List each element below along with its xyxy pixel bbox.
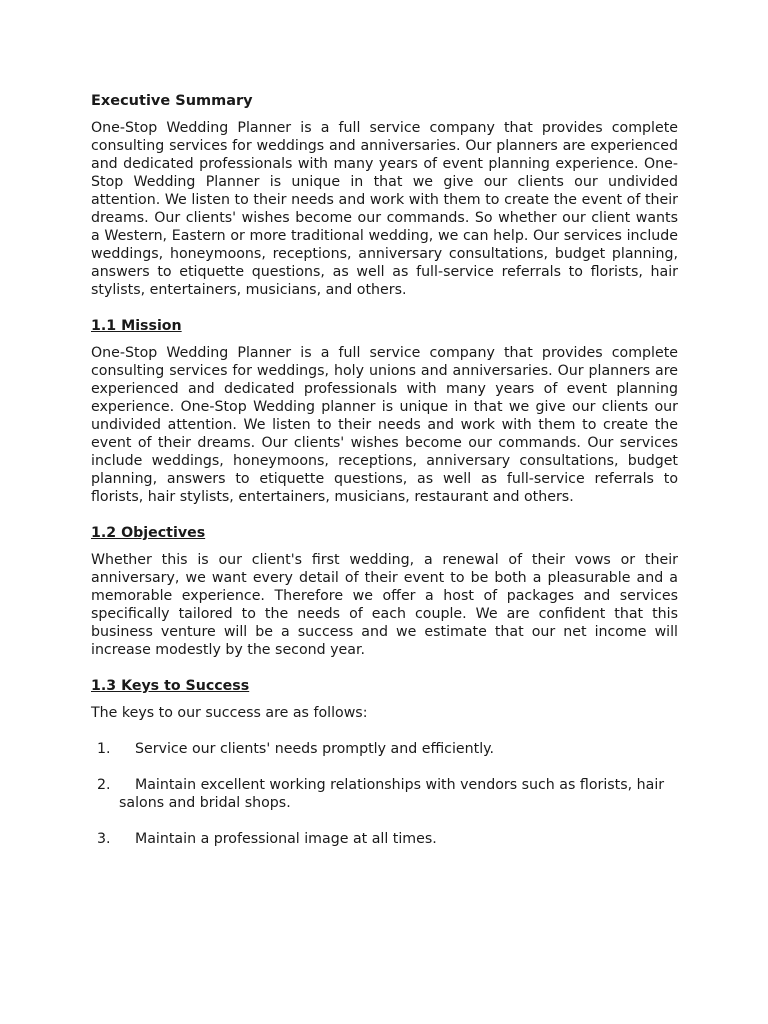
list-item	[91, 740, 678, 758]
list-item-number: 1.	[97, 741, 111, 757]
mission-heading: 1.1 Mission	[91, 318, 182, 334]
list-item-text: Maintain excellent working relationships with vendors such as florists, hair salons and bridal shops.	[119, 777, 665, 811]
list-item	[91, 830, 678, 848]
objectives-text: Whether this is our client's first wedding, a renewal of their vows or their anniversary, we want every detail of their event to be both a pleasurable and a memorable experience. Therefore we offer a host of packages and services specifically tailored to the needs of each couple. We are confident that this business venture will be a success and we estimate that our net income will increase modestly by the second year.	[91, 552, 678, 658]
list-item-text: Maintain a professional image at all times.	[135, 831, 437, 847]
objectives-heading: 1.2 Objectives	[91, 525, 206, 541]
mission-text: One-Stop Wedding Planner is a full service company that provides complete consulting services for weddings, holy unions and anniversaries. Our planners are experienced and dedicated professionals with many years of event planning experience. One-Stop Wedding planner is unique in that we give our clients our undivided attention. We listen to their needs and work with them to create the event of their dreams. Our clients' wishes become our commands. Our services include weddings, honeymoons, receptions, anniversary consultations, budget planning, answers to etiquette questions, as well as full-service referrals to florists, hair stylists, entertainers, musicians, restaurant and others.	[91, 345, 678, 505]
list-item-number: 2.	[97, 777, 111, 793]
keys-heading: 1.3 Keys to Success	[91, 678, 250, 694]
keys-intro: The keys to our success are as follows:	[91, 705, 368, 721]
document-title: Executive Summary	[91, 93, 253, 109]
list-item-number: 3.	[97, 831, 111, 847]
list-item-text: Service our clients' needs promptly and efficiently.	[135, 741, 495, 757]
list-item	[91, 776, 678, 812]
executive-summary-text: One-Stop Wedding Planner is a full service company that provides complete consulting services for weddings and anniversaries. Our planners are experienced and dedicated professionals with many years of event planning experience. One-Stop Wedding Planner is unique in that we give our clients our undivided attention. We listen to their needs and work with them to create the event of their dreams. Our clients' wishes become our commands. So whether our client wants a Western, Eastern or more traditional wedding, we can help. Our services include weddings, honeymoons, receptions, anniversary consultations, budget planning, answers to etiquette questions, as well as full-service referrals to florists, hair stylists, entertainers, musicians, and others.	[91, 120, 678, 298]
keys-list	[91, 740, 678, 848]
